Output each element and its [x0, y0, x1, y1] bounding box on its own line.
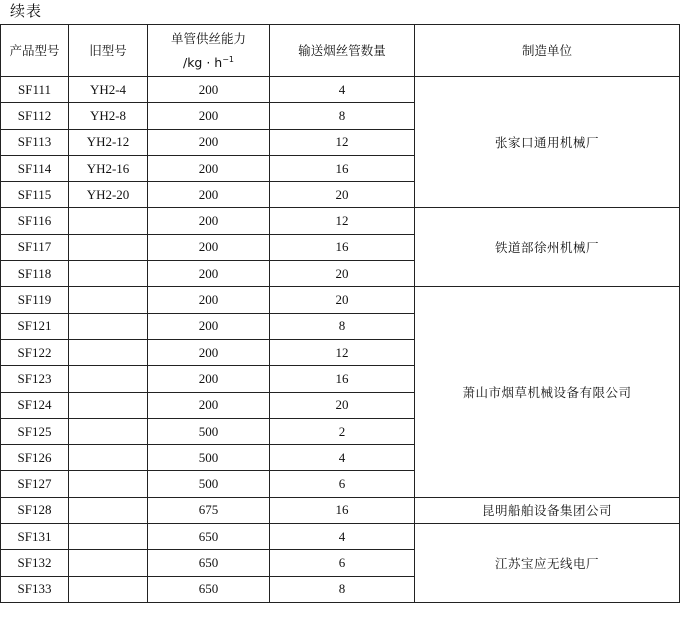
- cell-capacity: 200: [148, 313, 270, 339]
- cell-capacity: 200: [148, 103, 270, 129]
- cell-capacity: 200: [148, 155, 270, 181]
- header-maker: 制造单位: [415, 25, 680, 77]
- cell-tube-count: 4: [270, 77, 415, 103]
- cell-old-model: [69, 261, 148, 287]
- cell-capacity: 200: [148, 366, 270, 392]
- table-row: [1, 77, 680, 103]
- cell-model: SF112: [1, 103, 69, 129]
- cell-tube-count: 20: [270, 392, 415, 418]
- cell-capacity: 200: [148, 392, 270, 418]
- cell-maker: 铁道部徐州机械厂: [415, 208, 680, 287]
- cell-old-model: [69, 524, 148, 550]
- cell-old-model: [69, 339, 148, 365]
- table-row: [1, 524, 680, 550]
- table-row: [1, 497, 680, 523]
- header-tube-count: 输送烟丝管数量: [270, 25, 415, 77]
- cell-model: SF111: [1, 77, 69, 103]
- cell-capacity: 200: [148, 77, 270, 103]
- cell-old-model: YH2-12: [69, 129, 148, 155]
- cell-capacity: 200: [148, 287, 270, 313]
- cell-model: SF118: [1, 261, 69, 287]
- cell-tube-count: 6: [270, 471, 415, 497]
- cell-model: SF133: [1, 576, 69, 602]
- cell-old-model: [69, 418, 148, 444]
- cell-model: SF125: [1, 418, 69, 444]
- table-row: [1, 287, 680, 313]
- cell-model: SF131: [1, 524, 69, 550]
- cell-tube-count: 20: [270, 182, 415, 208]
- cell-tube-count: 8: [270, 576, 415, 602]
- cell-maker: 江苏宝应无线电厂: [415, 524, 680, 603]
- cell-tube-count: 4: [270, 445, 415, 471]
- cell-tube-count: 8: [270, 313, 415, 339]
- cell-model: SF121: [1, 313, 69, 339]
- cell-model: SF115: [1, 182, 69, 208]
- cell-model: SF116: [1, 208, 69, 234]
- cell-capacity: 500: [148, 471, 270, 497]
- cell-capacity: 500: [148, 418, 270, 444]
- cell-capacity: 650: [148, 576, 270, 602]
- header-old-model: 旧型号: [69, 25, 148, 77]
- cell-old-model: YH2-20: [69, 182, 148, 208]
- cell-old-model: YH2-4: [69, 77, 148, 103]
- cell-tube-count: 20: [270, 261, 415, 287]
- cell-capacity: 200: [148, 129, 270, 155]
- cell-old-model: [69, 234, 148, 260]
- cell-old-model: [69, 208, 148, 234]
- cell-old-model: [69, 471, 148, 497]
- header-capacity-unit-exponent: −1: [222, 54, 235, 64]
- cell-old-model: [69, 550, 148, 576]
- cell-model: SF126: [1, 445, 69, 471]
- cell-tube-count: 16: [270, 366, 415, 392]
- table-caption: 续表: [10, 2, 43, 20]
- cell-capacity: 650: [148, 524, 270, 550]
- header-capacity-unit: [148, 49, 269, 73]
- header-capacity-unit-text: /kg · h: [182, 55, 223, 71]
- cell-old-model: YH2-16: [69, 155, 148, 181]
- cell-capacity: 200: [148, 339, 270, 365]
- cell-tube-count: 2: [270, 418, 415, 444]
- cell-model: SF128: [1, 497, 69, 523]
- cell-model: SF117: [1, 234, 69, 260]
- cell-tube-count: 6: [270, 550, 415, 576]
- cell-old-model: [69, 313, 148, 339]
- cell-capacity: 650: [148, 550, 270, 576]
- header-model: 产品型号: [1, 25, 69, 77]
- header-capacity: [148, 25, 270, 77]
- header-capacity-label: 单管供丝能力: [170, 30, 246, 46]
- cell-old-model: [69, 497, 148, 523]
- cell-tube-count: 16: [270, 234, 415, 260]
- cell-tube-count: 12: [270, 129, 415, 155]
- cell-tube-count: 16: [270, 497, 415, 523]
- cell-old-model: [69, 445, 148, 471]
- cell-old-model: [69, 576, 148, 602]
- cell-model: SF124: [1, 392, 69, 418]
- cell-maker: 萧山市烟草机械设备有限公司: [415, 287, 680, 497]
- cell-maker: 昆明船舶设备集团公司: [415, 497, 680, 523]
- cell-old-model: [69, 287, 148, 313]
- cell-capacity: 200: [148, 234, 270, 260]
- cell-old-model: [69, 392, 148, 418]
- cell-model: SF113: [1, 129, 69, 155]
- table-row: [1, 208, 680, 234]
- cell-old-model: YH2-8: [69, 103, 148, 129]
- cell-tube-count: 16: [270, 155, 415, 181]
- cell-model: SF119: [1, 287, 69, 313]
- cell-capacity: 500: [148, 445, 270, 471]
- cell-model: SF122: [1, 339, 69, 365]
- product-spec-table: [0, 24, 680, 603]
- cell-capacity: 200: [148, 208, 270, 234]
- cell-maker: 张家口通用机械厂: [415, 77, 680, 208]
- cell-model: SF114: [1, 155, 69, 181]
- cell-model: SF132: [1, 550, 69, 576]
- cell-tube-count: 20: [270, 287, 415, 313]
- table-header-row: [1, 25, 680, 77]
- cell-tube-count: 12: [270, 339, 415, 365]
- cell-model: SF127: [1, 471, 69, 497]
- cell-tube-count: 12: [270, 208, 415, 234]
- cell-tube-count: 4: [270, 524, 415, 550]
- cell-capacity: 200: [148, 182, 270, 208]
- cell-capacity: 675: [148, 497, 270, 523]
- cell-model: SF123: [1, 366, 69, 392]
- cell-old-model: [69, 366, 148, 392]
- cell-tube-count: 8: [270, 103, 415, 129]
- cell-capacity: 200: [148, 261, 270, 287]
